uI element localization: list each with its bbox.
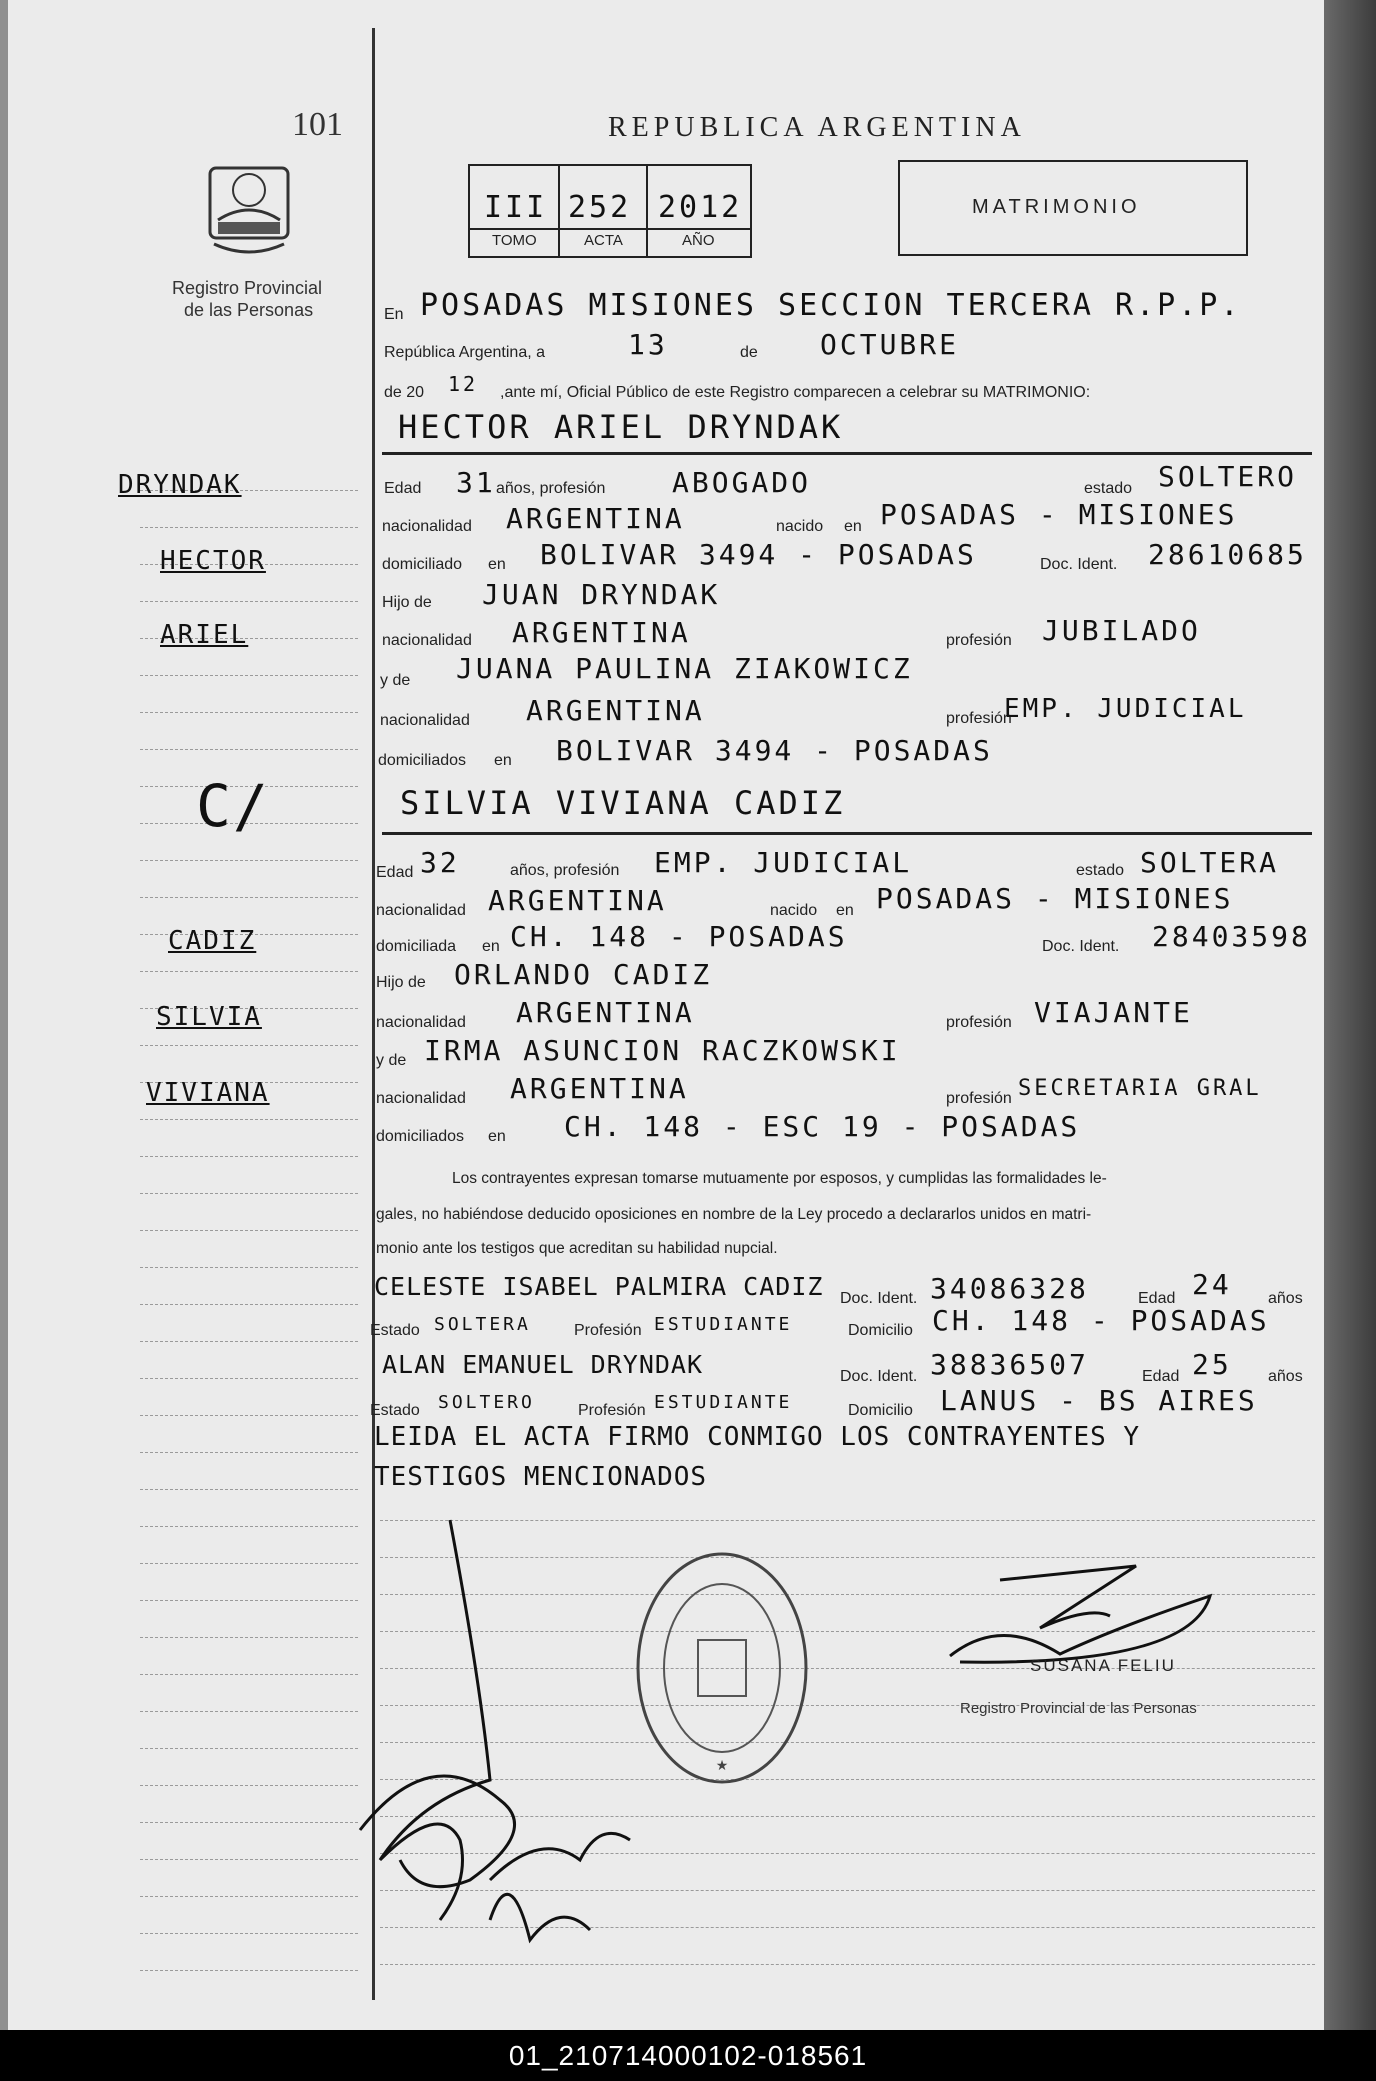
edad-label: Edad bbox=[376, 864, 414, 881]
ruled-line bbox=[140, 860, 358, 861]
nacionalidad-label: nacionalidad bbox=[380, 712, 470, 729]
domiciliados-en-label: en bbox=[494, 752, 512, 769]
contractants-signatures-icon bbox=[340, 1500, 640, 1960]
groom-doc: 28610685 bbox=[1148, 538, 1307, 571]
y-de-label: y de bbox=[376, 1052, 407, 1069]
margin-name2-bride: VIVIANA bbox=[146, 1078, 270, 1108]
legal-text-line2: gales, no habiéndose deducido oposiciones en nombre de la Ley procedo a declararlos unidos en matri- bbox=[376, 1206, 1092, 1223]
day-value: 13 bbox=[628, 328, 668, 361]
edad-label: Edad bbox=[384, 480, 422, 497]
witness2-name: ALAN EMANUEL DRYNDAK bbox=[382, 1350, 704, 1379]
book-spine bbox=[1324, 0, 1376, 2030]
anos-label: años bbox=[1268, 1368, 1303, 1385]
bride-born-in: POSADAS - MISIONES bbox=[876, 882, 1234, 915]
bride-status: SOLTERA bbox=[1140, 846, 1280, 879]
ruled-line bbox=[140, 1748, 358, 1749]
box-divider bbox=[468, 228, 750, 230]
ruled-line bbox=[140, 712, 358, 713]
year-prefix: de 20 bbox=[384, 384, 425, 401]
groom-mother: JUANA PAULINA ZIAKOWICZ bbox=[456, 652, 913, 685]
ruled-line bbox=[140, 1230, 358, 1231]
bride-address: CH. 148 - POSADAS bbox=[510, 920, 848, 953]
place-value: POSADAS MISIONES SECCION TERCERA R.P.P. bbox=[420, 288, 1242, 323]
doc-ident-label: Doc. Ident. bbox=[1040, 556, 1118, 573]
witness2-profession: ESTUDIANTE bbox=[654, 1392, 793, 1413]
bride-father-nationality: ARGENTINA bbox=[516, 996, 695, 1029]
groom-mother-profession: EMP. JUDICIAL bbox=[1004, 694, 1247, 724]
doc-ident-label: Doc. Ident. bbox=[840, 1290, 918, 1307]
anio-value: 2012 bbox=[658, 190, 743, 225]
witness1-profession: ESTUDIANTE bbox=[654, 1314, 793, 1335]
nacido-en-label: en bbox=[844, 518, 862, 535]
ruled-line bbox=[140, 1378, 358, 1379]
ruled-line bbox=[140, 1785, 358, 1786]
ruled-line bbox=[140, 1119, 358, 1120]
ruled-line bbox=[140, 1600, 358, 1601]
ruled-line bbox=[140, 1489, 358, 1490]
groom-father-profession: JUBILADO bbox=[1042, 614, 1201, 647]
domiciliados-en-label: en bbox=[488, 1128, 506, 1145]
intro-statement: ,ante mí, Oficial Público de este Registro comparecen a celebrar su MATRIMONIO: bbox=[500, 384, 1091, 401]
anio-label: AÑO bbox=[682, 232, 715, 249]
bride-mother-profession: SECRETARIA GRAL bbox=[1018, 1076, 1262, 1101]
footer-id: 01_210714000102-018561 bbox=[0, 2030, 1376, 2081]
bride-full-name: SILVIA VIVIANA CADIZ bbox=[400, 784, 846, 822]
y-de-label: y de bbox=[380, 672, 411, 689]
ruled-line bbox=[380, 1964, 1315, 1965]
witness1-age: 24 bbox=[1192, 1268, 1232, 1301]
profesion-label: Profesión bbox=[578, 1402, 646, 1419]
anos-profesion-label: años, profesión bbox=[510, 862, 620, 879]
ruled-line bbox=[140, 1970, 358, 1971]
province-seal-icon bbox=[204, 160, 294, 262]
margin-name-bride: SILVIA bbox=[156, 1002, 262, 1032]
ruled-line bbox=[140, 1415, 358, 1416]
box-divider bbox=[558, 164, 560, 256]
bride-mother-nationality: ARGENTINA bbox=[510, 1072, 689, 1105]
witness2-doc: 38836507 bbox=[930, 1348, 1089, 1381]
bride-nationality: ARGENTINA bbox=[488, 884, 667, 917]
groom-address: BOLIVAR 3494 - POSADAS bbox=[540, 538, 977, 571]
domiciliados-label: domiciliados bbox=[378, 752, 467, 769]
ruled-line bbox=[140, 1933, 358, 1934]
en-label: En bbox=[384, 306, 404, 323]
profesion-label: profesión bbox=[946, 710, 1012, 727]
box-divider bbox=[646, 164, 648, 256]
country-header: REPUBLICA ARGENTINA bbox=[608, 112, 1026, 143]
domicilio-label: Domicilio bbox=[848, 1402, 913, 1419]
edad-label: Edad bbox=[1138, 1290, 1176, 1307]
witness1-doc: 34086328 bbox=[930, 1272, 1089, 1305]
ruled-line bbox=[140, 601, 358, 602]
estado-label: estado bbox=[1084, 480, 1133, 497]
closing-line2: TESTIGOS MENCIONADOS bbox=[374, 1462, 708, 1492]
official-name: SUSANA FELIU bbox=[1030, 1656, 1176, 1675]
witness2-address: LANUS - BS AIRES bbox=[940, 1384, 1258, 1417]
tomo-value: III bbox=[484, 190, 548, 225]
official-stamp bbox=[632, 1548, 812, 1788]
witness2-age: 25 bbox=[1192, 1348, 1232, 1381]
bride-parents-address: CH. 148 - ESC 19 - POSADAS bbox=[564, 1110, 1081, 1143]
tomo-label: TOMO bbox=[492, 232, 537, 249]
official-title: Registro Provincial de las Personas bbox=[960, 1700, 1197, 1717]
estado-label: Estado bbox=[370, 1322, 420, 1339]
nacido-label: nacido bbox=[770, 902, 818, 919]
nacionalidad-label: nacionalidad bbox=[376, 1014, 466, 1031]
domicilio-label: Domicilio bbox=[848, 1322, 913, 1339]
ruled-line bbox=[140, 1896, 358, 1897]
domiciliados-label: domiciliados bbox=[376, 1128, 465, 1145]
registry-name-line1: Registro Provincial bbox=[172, 278, 323, 298]
ruled-line bbox=[140, 1674, 358, 1675]
groom-mother-nationality: ARGENTINA bbox=[526, 694, 705, 727]
legal-text-line1: Los contrayentes expresan tomarse mutuamente por esposos, y cumplidas las formalidades le- bbox=[452, 1170, 1107, 1187]
ruled-line bbox=[140, 1045, 358, 1046]
republic-label: República Argentina, a bbox=[384, 344, 545, 361]
de-label: de bbox=[740, 344, 758, 361]
witness2-status: SOLTERO bbox=[438, 1392, 535, 1413]
profesion-label: Profesión bbox=[574, 1322, 642, 1339]
groom-father-nationality: ARGENTINA bbox=[512, 616, 691, 649]
doc-ident-label: Doc. Ident. bbox=[1042, 938, 1120, 955]
profesion-label: profesión bbox=[946, 632, 1012, 649]
page-number: 101 bbox=[292, 106, 343, 143]
ruled-line bbox=[140, 527, 358, 528]
anos-profesion-label: años, profesión bbox=[496, 480, 606, 497]
ruled-line bbox=[140, 1711, 358, 1712]
groom-born-in: POSADAS - MISIONES bbox=[880, 498, 1238, 531]
groom-separator bbox=[382, 452, 1312, 455]
witness1-status: SOLTERA bbox=[434, 1314, 531, 1335]
groom-full-name: HECTOR ARIEL DRYNDAK bbox=[398, 408, 844, 446]
witness1-name: CELESTE ISABEL PALMIRA CADIZ bbox=[374, 1272, 824, 1301]
groom-nationality: ARGENTINA bbox=[506, 502, 685, 535]
acta-label: ACTA bbox=[584, 232, 623, 249]
nacionalidad-label: nacionalidad bbox=[376, 1090, 466, 1107]
year-suffix: 12 bbox=[448, 372, 479, 396]
ruled-line bbox=[140, 1637, 358, 1638]
groom-father: JUAN DRYNDAK bbox=[482, 578, 721, 611]
domiciliada-en-label: en bbox=[482, 938, 500, 955]
ruled-line bbox=[140, 749, 358, 750]
bride-profession: EMP. JUDICIAL bbox=[654, 846, 913, 879]
nacido-label: nacido bbox=[776, 518, 824, 535]
estado-label: estado bbox=[1076, 862, 1125, 879]
month-value: OCTUBRE bbox=[820, 328, 960, 361]
ruled-line bbox=[140, 1563, 358, 1564]
groom-profession: ABOGADO bbox=[672, 466, 812, 499]
svg-text:★: ★ bbox=[715, 1758, 729, 1774]
bride-father: ORLANDO CADIZ bbox=[454, 958, 713, 991]
ruled-line bbox=[140, 1304, 358, 1305]
ruled-line bbox=[140, 1859, 358, 1860]
hijo-de-label: Hijo de bbox=[382, 594, 432, 611]
profesion-label: profesión bbox=[946, 1090, 1012, 1107]
closing-line1: LEIDA EL ACTA FIRMO CONMIGO LOS CONTRAYENTES Y bbox=[374, 1422, 1141, 1452]
margin-surname-bride: CADIZ bbox=[168, 926, 257, 956]
nacionalidad-label: nacionalidad bbox=[382, 518, 472, 535]
groom-parents-address: BOLIVAR 3494 - POSADAS bbox=[556, 734, 993, 767]
ruled-line bbox=[140, 1341, 358, 1342]
ruled-line bbox=[140, 1452, 358, 1453]
acta-value: 252 bbox=[568, 190, 632, 225]
ruled-line bbox=[140, 1156, 358, 1157]
ruled-line bbox=[140, 971, 358, 972]
bride-doc: 28403598 bbox=[1152, 920, 1311, 953]
ruled-line bbox=[140, 675, 358, 676]
nacionalidad-label: nacionalidad bbox=[382, 632, 472, 649]
edad-label: Edad bbox=[1142, 1368, 1180, 1385]
profesion-label: profesión bbox=[946, 1014, 1012, 1031]
bride-separator bbox=[382, 832, 1312, 835]
hijo-de-label: Hijo de bbox=[376, 974, 426, 991]
ruled-line bbox=[140, 1267, 358, 1268]
groom-status: SOLTERO bbox=[1158, 460, 1298, 493]
bride-father-profession: VIAJANTE bbox=[1034, 996, 1193, 1029]
margin-separator: C/ bbox=[196, 772, 270, 840]
bride-mother: IRMA ASUNCION RACZKOWSKI bbox=[424, 1034, 901, 1067]
ruled-line bbox=[140, 1526, 358, 1527]
doc-ident-label: Doc. Ident. bbox=[840, 1368, 918, 1385]
witness1-address: CH. 148 - POSADAS bbox=[932, 1304, 1270, 1337]
margin-name-groom: HECTOR bbox=[160, 546, 266, 576]
domiciliado-label: domiciliado bbox=[382, 556, 463, 573]
nacionalidad-label: nacionalidad bbox=[376, 902, 466, 919]
domiciliado-en-label: en bbox=[488, 556, 506, 573]
ruled-line bbox=[140, 1193, 358, 1194]
anos-label: años bbox=[1268, 1290, 1303, 1307]
domiciliada-label: domiciliada bbox=[376, 938, 457, 955]
record-type: MATRIMONIO bbox=[972, 196, 1141, 218]
margin-name2-groom: ARIEL bbox=[160, 620, 249, 650]
groom-age: 31 bbox=[456, 466, 496, 499]
estado-label: Estado bbox=[370, 1402, 420, 1419]
legal-text-line3: monio ante los testigos que acreditan su habilidad nupcial. bbox=[376, 1240, 778, 1257]
ruled-line bbox=[140, 1822, 358, 1823]
nacido-en-label: en bbox=[836, 902, 854, 919]
ruled-line bbox=[140, 897, 358, 898]
bride-age: 32 bbox=[420, 846, 460, 879]
registry-name-line2: de las Personas bbox=[184, 300, 314, 320]
margin-surname-groom: DRYNDAK bbox=[118, 470, 242, 500]
